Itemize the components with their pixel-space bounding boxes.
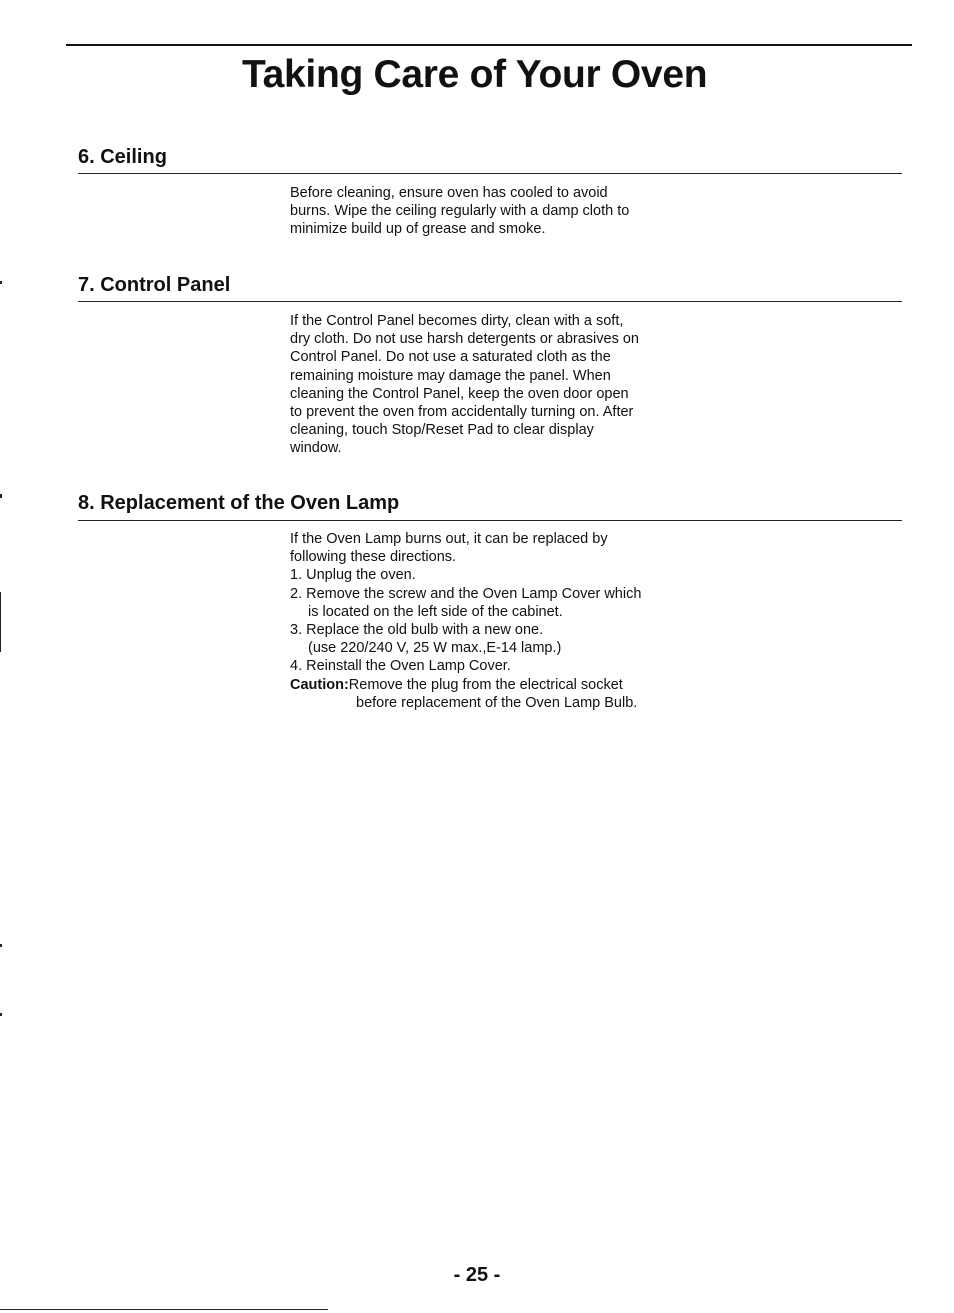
page-title: Taking Care of Your Oven bbox=[242, 53, 708, 96]
text-line: to prevent the oven from accidentally turning on. After bbox=[290, 404, 634, 421]
caution-label: Caution: bbox=[290, 676, 349, 693]
text-line: window. bbox=[290, 440, 342, 457]
control-panel-text bbox=[290, 312, 710, 458]
margin-mark bbox=[0, 281, 2, 284]
text-line: following these directions. bbox=[290, 549, 457, 566]
section-heading-ceiling: 6. Ceiling bbox=[78, 146, 167, 168]
step-item-continuation: is located on the left side of the cabinet. bbox=[308, 603, 563, 620]
section-heading-oven-lamp: 8. Replacement of the Oven Lamp bbox=[78, 492, 400, 514]
section-rule-control-panel bbox=[78, 301, 902, 302]
text-line: cleaning, touch Stop/Reset Pad to clear display bbox=[290, 422, 594, 439]
caution-row bbox=[290, 676, 710, 694]
margin-mark bbox=[0, 592, 1, 652]
text-line: cleaning the Control Panel, keep the oven door open bbox=[290, 385, 629, 402]
text-line: dry cloth. Do not use harsh detergents or abrasives on bbox=[290, 331, 639, 348]
step-item: 3. Replace the old bulb with a new one. bbox=[290, 622, 544, 639]
step-item: 1. Unplug the oven. bbox=[290, 567, 416, 584]
margin-mark bbox=[0, 944, 2, 947]
bottom-rule bbox=[0, 1309, 328, 1310]
step-item-continuation: (use 220/240 V, 25 W max.,E-14 lamp.) bbox=[308, 640, 562, 657]
text-line: If the Control Panel becomes dirty, clean with a soft, bbox=[290, 313, 624, 329]
text-line: remaining moisture may damage the panel. When bbox=[290, 367, 611, 384]
oven-lamp-text bbox=[290, 530, 710, 712]
step-item: 2. Remove the screw and the Oven Lamp Cover which bbox=[290, 585, 642, 602]
text-line: burns. Wipe the ceiling regularly with a damp cloth to bbox=[290, 203, 630, 220]
margin-mark bbox=[0, 494, 2, 498]
text-line: If the Oven Lamp burns out, it can be replaced by bbox=[290, 531, 608, 547]
top-rule bbox=[66, 44, 912, 46]
section-heading-control-panel: 7. Control Panel bbox=[78, 274, 231, 296]
ceiling-text bbox=[290, 184, 710, 239]
section-rule-ceiling bbox=[78, 173, 902, 174]
text-line: Control Panel. Do not use a saturated cloth as the bbox=[290, 349, 611, 366]
caution-text-continuation: before replacement of the Oven Lamp Bulb. bbox=[356, 694, 638, 711]
section-rule-oven-lamp bbox=[78, 520, 902, 521]
step-item: 4. Reinstall the Oven Lamp Cover. bbox=[290, 658, 511, 675]
text-line: Before cleaning, ensure oven has cooled to avoid bbox=[290, 185, 608, 201]
caution-text: Remove the plug from the electrical socket bbox=[348, 676, 623, 693]
text-line: minimize build up of grease and smoke. bbox=[290, 221, 546, 238]
margin-mark bbox=[0, 1013, 2, 1016]
page-number: - 25 - bbox=[453, 1264, 501, 1286]
